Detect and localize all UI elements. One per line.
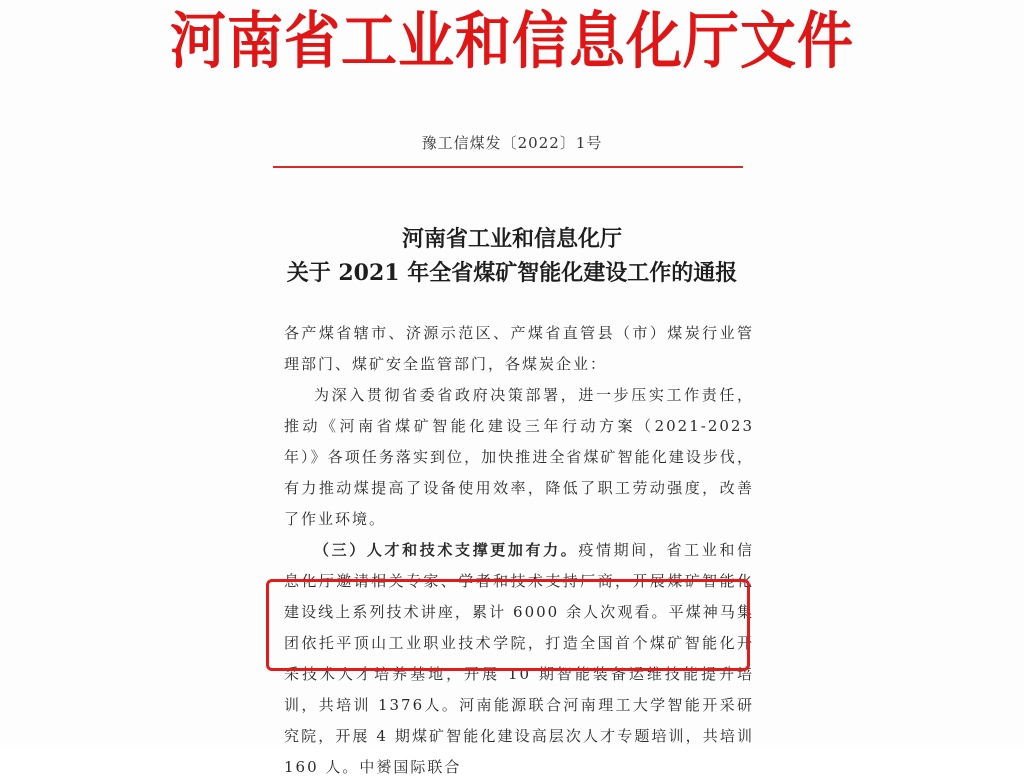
red-divider-line [273,166,743,168]
section-3-lead: （三）人才和技术支撑更加有力。 [314,541,579,559]
document-header-title: 河南省工业和信息化厅文件 [170,5,854,78]
section-3-text: 疫情期间，省工业和信息化厅邀请相关专家、学者和技术支持厂商，开展煤矿智能化建设线上系列技术讲座，累计 6000 余人次观看。平煤神马集团依托平顶山工业职业技术学院，打造全国首个煤矿智能化开采技术人才培养基地，开展 10 期智能装备运维技能提升培训，共培训 1376人。河南能源联合河南理工大学智能开采研究院，开展 4 期煤矿智能化建设高层次人才专题培训，共培训 160 人。中赟国际联合 [284,541,754,776]
notice-title-line1: 河南省工业和信息化厅 [401,226,622,252]
notice-title-line2: 关于 2021 年全省煤矿智能化建设工作的通报 [286,260,738,286]
document-number: 豫工信煤发〔2022〕1号 [421,134,603,152]
notice-title [0,222,1024,290]
document-body [284,318,754,783]
red-highlight-box [266,579,750,671]
paragraph-1: 为深入贯彻省委省政府决策部署，进一步压实工作责任，推动《河南省煤矿智能化建设三年行动方案（2021-2023年）》各项任务落实到位，加快推进全省煤矿智能化建设步伐，有力推动煤提高了设备使用效率，降低了职工劳动强度，改善了作业环境。 [284,386,754,528]
salutation: 各产煤省辖市、济源示范区、产煤省直管县（市）煤炭行业管理部门、煤矿安全监管部门，各煤炭企业： [284,324,754,373]
